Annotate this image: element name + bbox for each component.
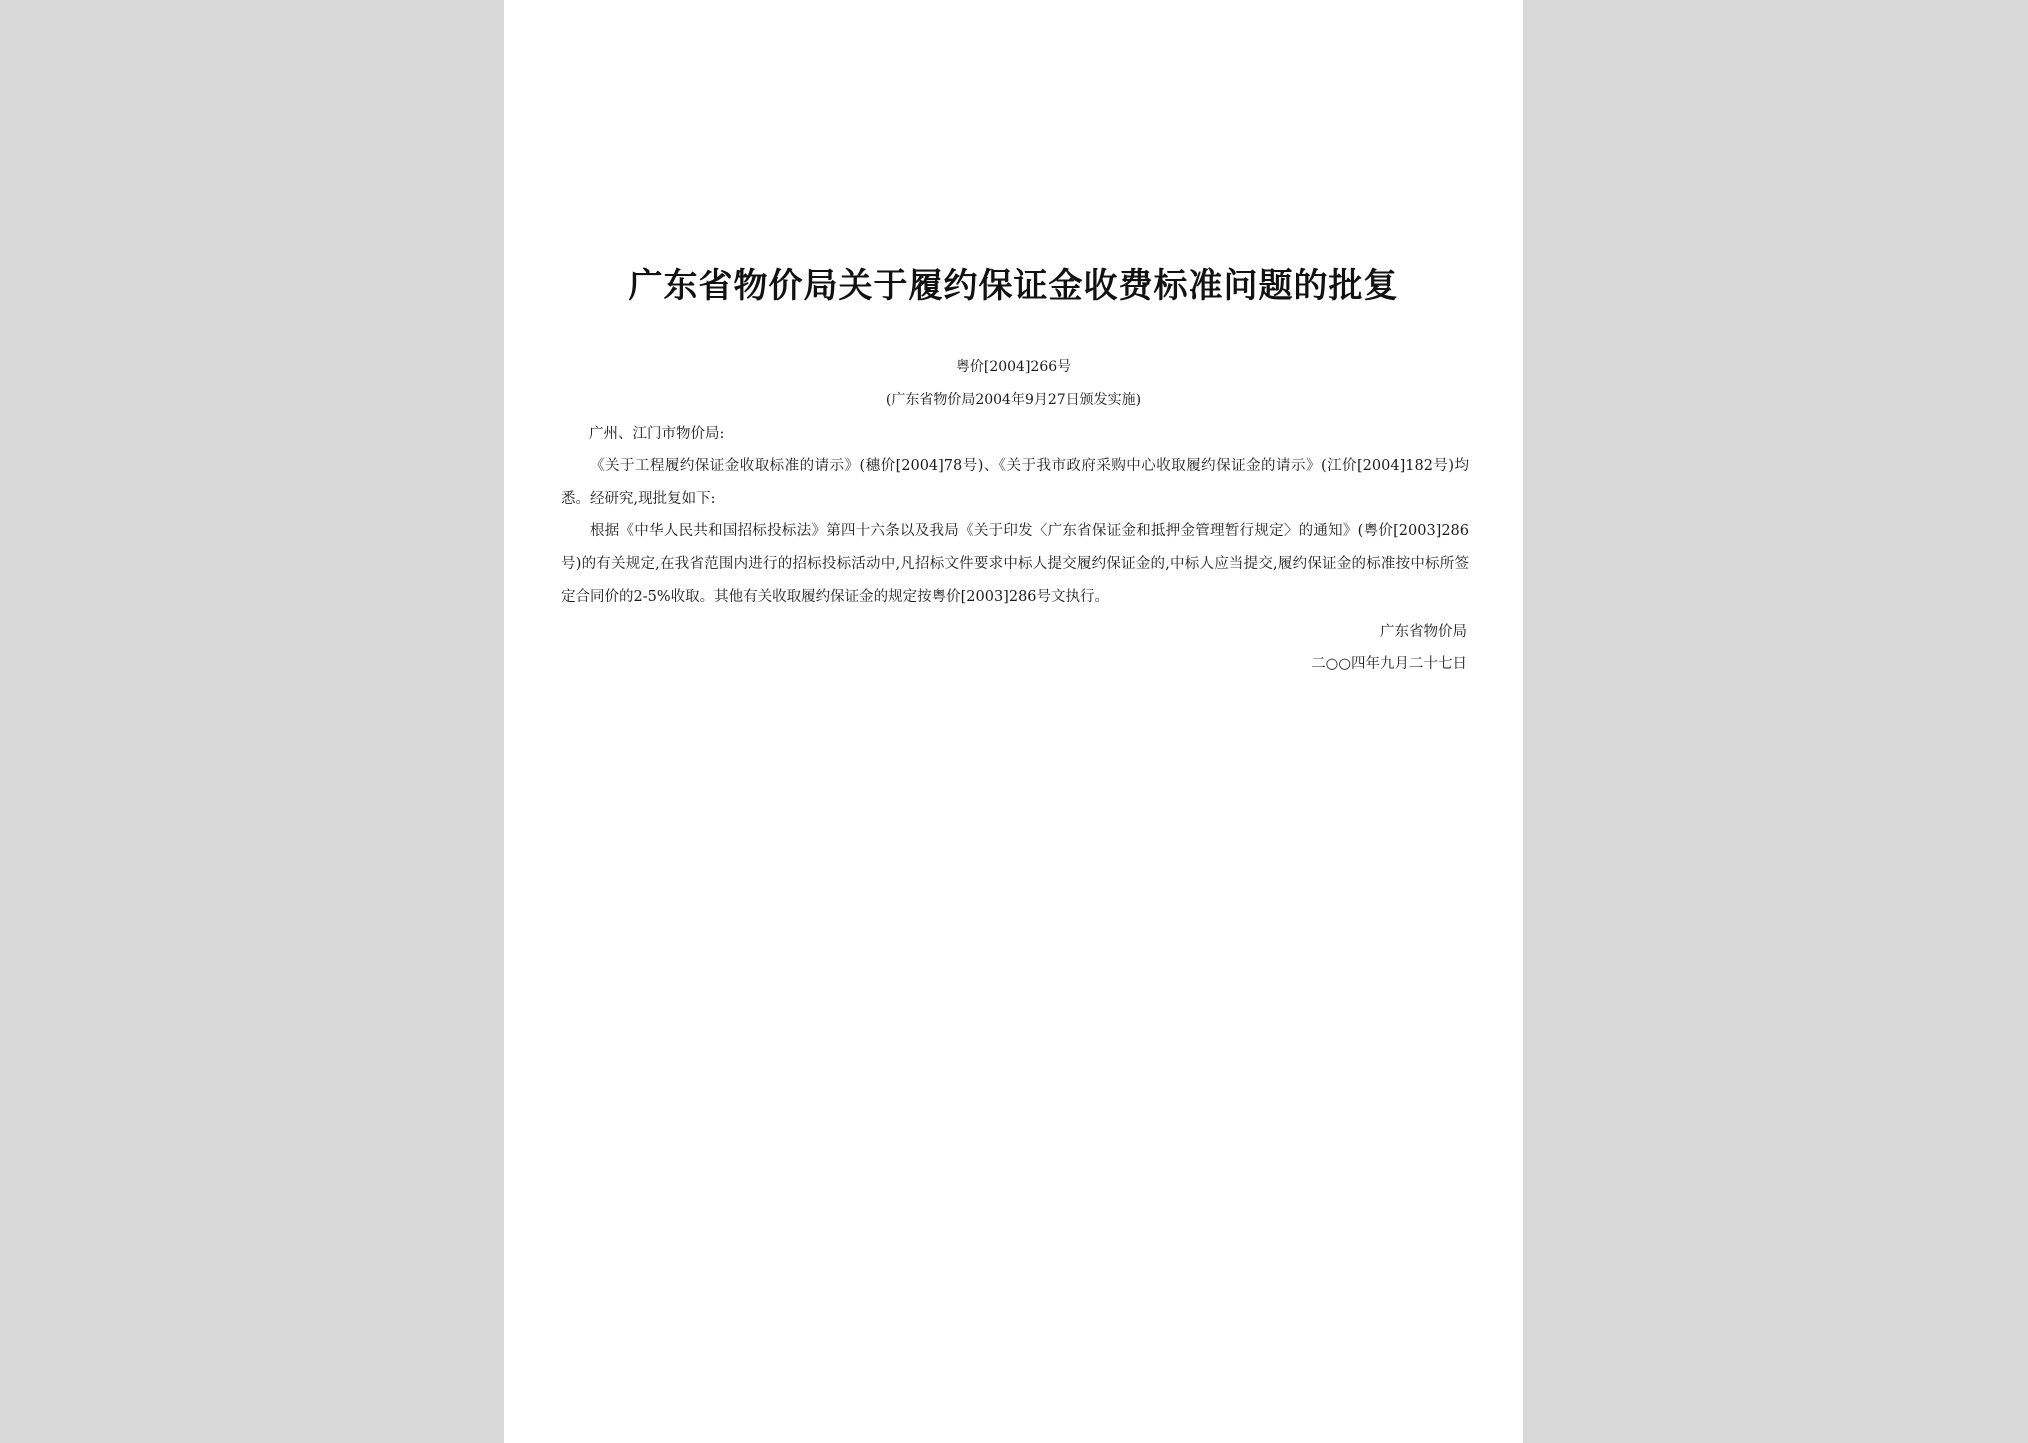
- document-number: 粤价[2004]266号: [955, 359, 1072, 375]
- body-paragraph: 根据《中华人民共和国招标投标法》第四十六条以及我局《关于印发〈广东省保证金和抵押金管理暂行规定〉的通知》(粤价[2003]286号)的有关规定,在我省范围内进行的招标投标活动中,凡招标文件要求中标人提交履约保证金的,中标人应当提交,履约保证金的标准按中标所签定合同价的2-5%收取。其他有关收取履约保证金的规定按粤价[2003]286号文执行。: [561, 523, 1469, 605]
- signature: 广东省物价局: [1380, 624, 1467, 640]
- salutation: 广州、江门市物价局:: [589, 426, 725, 442]
- issued-note: (广东省物价局2004年9月27日颁发实施): [885, 392, 1142, 408]
- signature-date: 二○○四年九月二十七日: [1311, 656, 1467, 672]
- document-title: 广东省物价局关于履约保证金收费标准问题的批复: [628, 266, 1399, 306]
- document-page: [504, 0, 1523, 1443]
- body-paragraph: 《关于工程履约保证金收取标准的请示》(穗价[2004]78号)、《关于我市政府采购中心收取履约保证金的请示》(江价[2004]182号)均悉。经研究,现批复如下:: [561, 458, 1469, 507]
